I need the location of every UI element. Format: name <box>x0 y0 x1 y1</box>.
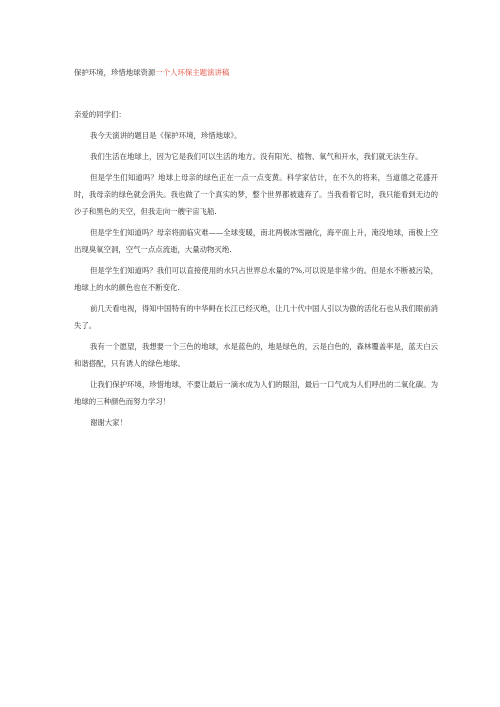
paragraph-2: 我们生活在地球上，因为它是我们可以生活的地方。没有阳光、植物、氧气和开水，我们就无法生存。 <box>90 152 423 161</box>
closing: 谢谢大家！ <box>90 418 127 427</box>
title-prefix: 保护环境，珍惜地球资源 <box>74 68 156 77</box>
paragraph-5: 但是学生们知道吗？我们可以直接使用的水只占世界总水量的7%,可以说是非常少的。但是水不断被污染，地球上的水的颜色也在不断变化. <box>74 266 438 292</box>
paragraph-1: 我今天演讲的题目是《保护环境，珍惜地球》。 <box>90 131 242 140</box>
paragraph-6: 前几天看电视，得知中国特有的中华鲟在长江已经灭绝，让几十代中国人引以为傲的活化石也从我们眼前消失了。 <box>74 304 438 330</box>
document-title <box>74 68 229 78</box>
salutation: 亲爱的同学们： <box>74 110 126 119</box>
speech-body <box>74 106 438 431</box>
title-link[interactable]: 一个人环保主题演讲稿 <box>155 68 230 77</box>
paragraph-8: 让我们保护环境，珍惜地球，不要让最后一滴水成为人们的眼泪，最后一口气成为人们呼出的二氧化碳。为地球的三种颜色而努力学习！ <box>74 380 438 406</box>
paragraph-7: 我有一个愿望，我想要一个三色的地球，水是蓝色的，地是绿色的，云是白色的，森林覆盖率是，蓝天白云和谐搭配，只有诱人的绿色地球。 <box>74 342 438 368</box>
paragraph-3: 但是学生们知道吗？地球上母亲的绿色正在一点一点变黄。科学家估计，在不久的将来，当道德之花盛开时，我母亲的绿色就会消失。我也做了一个真实的梦，整个世界都被遗弃了。当我看着它时，我只能看到无边的沙子和黑色的天空，但我走向一艘宇宙飞船. <box>74 173 438 216</box>
paragraph-4: 但是学生们知道吗？母亲将面临灾难——全球变暖，南北两极冰雪融化，海平面上升，淹没地球，南极上空出现臭氧空洞，空气一点点流逝，大量动物灭绝. <box>74 228 438 254</box>
